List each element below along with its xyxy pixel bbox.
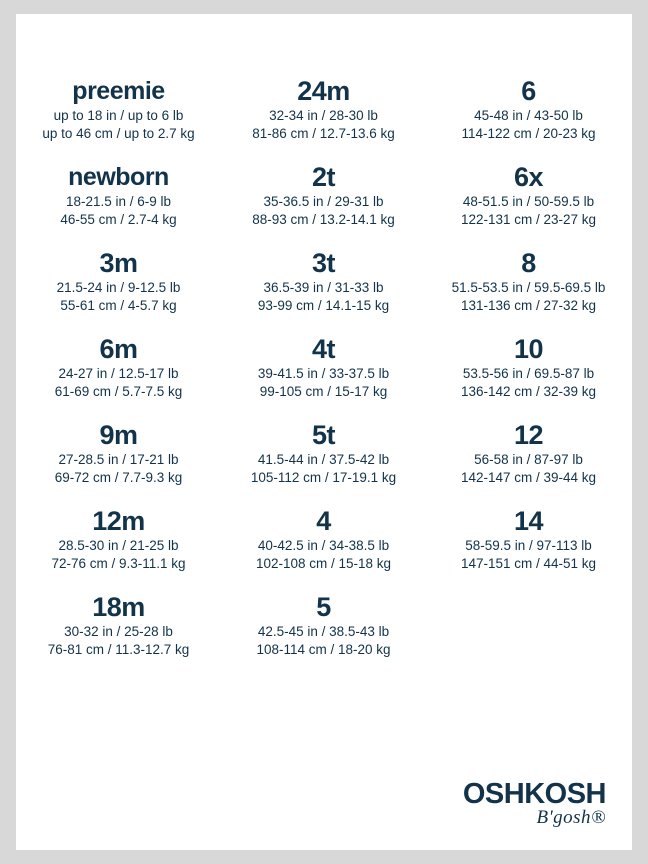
size-column-toddler [221,76,426,678]
size-imperial: 28.5-30 in / 21-25 lb [58,538,179,553]
size-label: 14 [513,506,544,536]
size-imperial: up to 18 in / up to 6 lb [53,108,184,123]
size-entry [16,420,221,487]
size-entry [221,248,426,315]
size-metric: 108-114 cm / 18-20 kg [256,642,391,657]
size-label: 12 [513,420,544,450]
size-metric: up to 46 cm / up to 2.7 kg [42,126,195,141]
size-label: 6m [99,334,138,364]
size-entry [426,420,631,487]
size-imperial: 27-28.5 in / 17-21 lb [58,452,179,467]
size-imperial: 51.5-53.5 in / 59.5-69.5 lb [451,280,606,295]
size-entry [426,76,631,143]
size-imperial: 24-27 in / 12.5-17 lb [58,366,179,381]
size-metric: 72-76 cm / 9.3-11.1 kg [51,556,186,571]
size-metric: 99-105 cm / 15-17 kg [259,384,388,399]
size-entry [221,506,426,573]
size-entry [426,506,631,573]
size-metric: 105-112 cm / 17-19.1 kg [250,470,397,485]
size-metric: 69-72 cm / 7.7-9.3 kg [54,470,183,485]
size-imperial: 32-34 in / 28-30 lb [269,108,378,123]
size-metric: 93-99 cm / 14.1-15 kg [257,298,390,313]
logo-subwordmark [463,808,606,828]
size-entry [16,248,221,315]
size-metric: 147-151 cm / 44-51 kg [460,556,597,571]
size-metric: 81-86 cm / 12.7-13.6 kg [252,126,395,141]
size-label: 3t [311,248,335,278]
size-imperial: 30-32 in / 25-28 lb [64,624,173,639]
size-imperial: 36.5-39 in / 31-33 lb [263,280,384,295]
size-metric: 136-142 cm / 32-39 kg [460,384,597,399]
size-metric: 142-147 cm / 39-44 kg [460,470,597,485]
size-entry [221,76,426,143]
size-metric: 114-122 cm / 20-23 kg [461,126,596,141]
size-metric: 76-81 cm / 11.3-12.7 kg [47,642,190,657]
size-entry [221,592,426,659]
size-metric: 102-108 cm / 15-18 kg [255,556,392,571]
size-imperial: 45-48 in / 43-50 lb [474,108,583,123]
size-imperial: 42.5-45 in / 38.5-43 lb [257,624,390,639]
size-imperial: 53.5-56 in / 69.5-87 lb [462,366,595,381]
size-entry [426,162,631,229]
size-entry [426,334,631,401]
size-label: 9m [99,420,138,450]
size-imperial: 40-42.5 in / 34-38.5 lb [257,538,390,553]
size-column-baby [16,76,221,678]
size-label: 6x [513,162,544,192]
size-entry [16,506,221,573]
size-entry [221,162,426,229]
size-label: 18m [92,592,145,622]
logo-letters-osh: OSH [544,778,606,810]
size-label: preemie [72,77,165,105]
size-metric: 55-61 cm / 4-5.7 kg [60,298,177,313]
size-label: 5t [311,420,335,450]
size-entry [16,76,221,143]
size-metric: 131-136 cm / 27-32 kg [460,298,597,313]
size-imperial: 39-41.5 in / 33-37.5 lb [257,366,390,381]
logo-letter-o: O [462,778,485,810]
size-label: 6 [521,76,536,106]
size-imperial: 35-36.5 in / 29-31 lb [263,194,384,209]
size-label: newborn [68,163,169,191]
size-entry [16,162,221,229]
size-metric: 61-69 cm / 5.7-7.5 kg [54,384,183,399]
size-chart-grid [16,76,632,678]
size-label: 10 [513,334,544,364]
size-entry [16,592,221,659]
size-label: 5 [316,592,331,622]
size-label: 24m [297,76,350,106]
size-label: 12m [92,506,145,536]
oshkosh-logo [463,778,606,828]
logo-bgosh-text: B'gosh [536,807,592,828]
logo-wordmark [463,778,606,810]
size-entry [426,248,631,315]
size-imperial: 58-59.5 in / 97-113 lb [465,538,592,553]
size-label: 4t [311,334,335,364]
size-imperial: 41.5-44 in / 37.5-42 lb [257,452,390,467]
size-imperial: 21.5-24 in / 9-12.5 lb [56,280,181,295]
size-imperial: 18-21.5 in / 6-9 lb [65,194,172,209]
logo-letters-sh: SH [484,778,525,810]
size-entry [221,420,426,487]
size-imperial: 48-51.5 in / 50-59.5 lb [462,194,595,209]
size-label: 4 [316,506,331,536]
size-label: 2t [311,162,335,192]
size-metric: 88-93 cm / 13.2-14.1 kg [252,212,395,227]
registered-trademark-icon: ® [591,807,606,828]
size-entry [16,334,221,401]
size-entry [221,334,426,401]
size-label: 8 [521,248,536,278]
size-metric: 122-131 cm / 23-27 kg [460,212,597,227]
size-imperial: 56-58 in / 87-97 lb [474,452,583,467]
size-metric: 46-55 cm / 2.7-4 kg [60,212,177,227]
size-label: 3m [99,248,138,278]
size-chart-page [16,14,632,850]
size-column-kid [426,76,631,592]
logo-letter-k: K [524,778,545,810]
